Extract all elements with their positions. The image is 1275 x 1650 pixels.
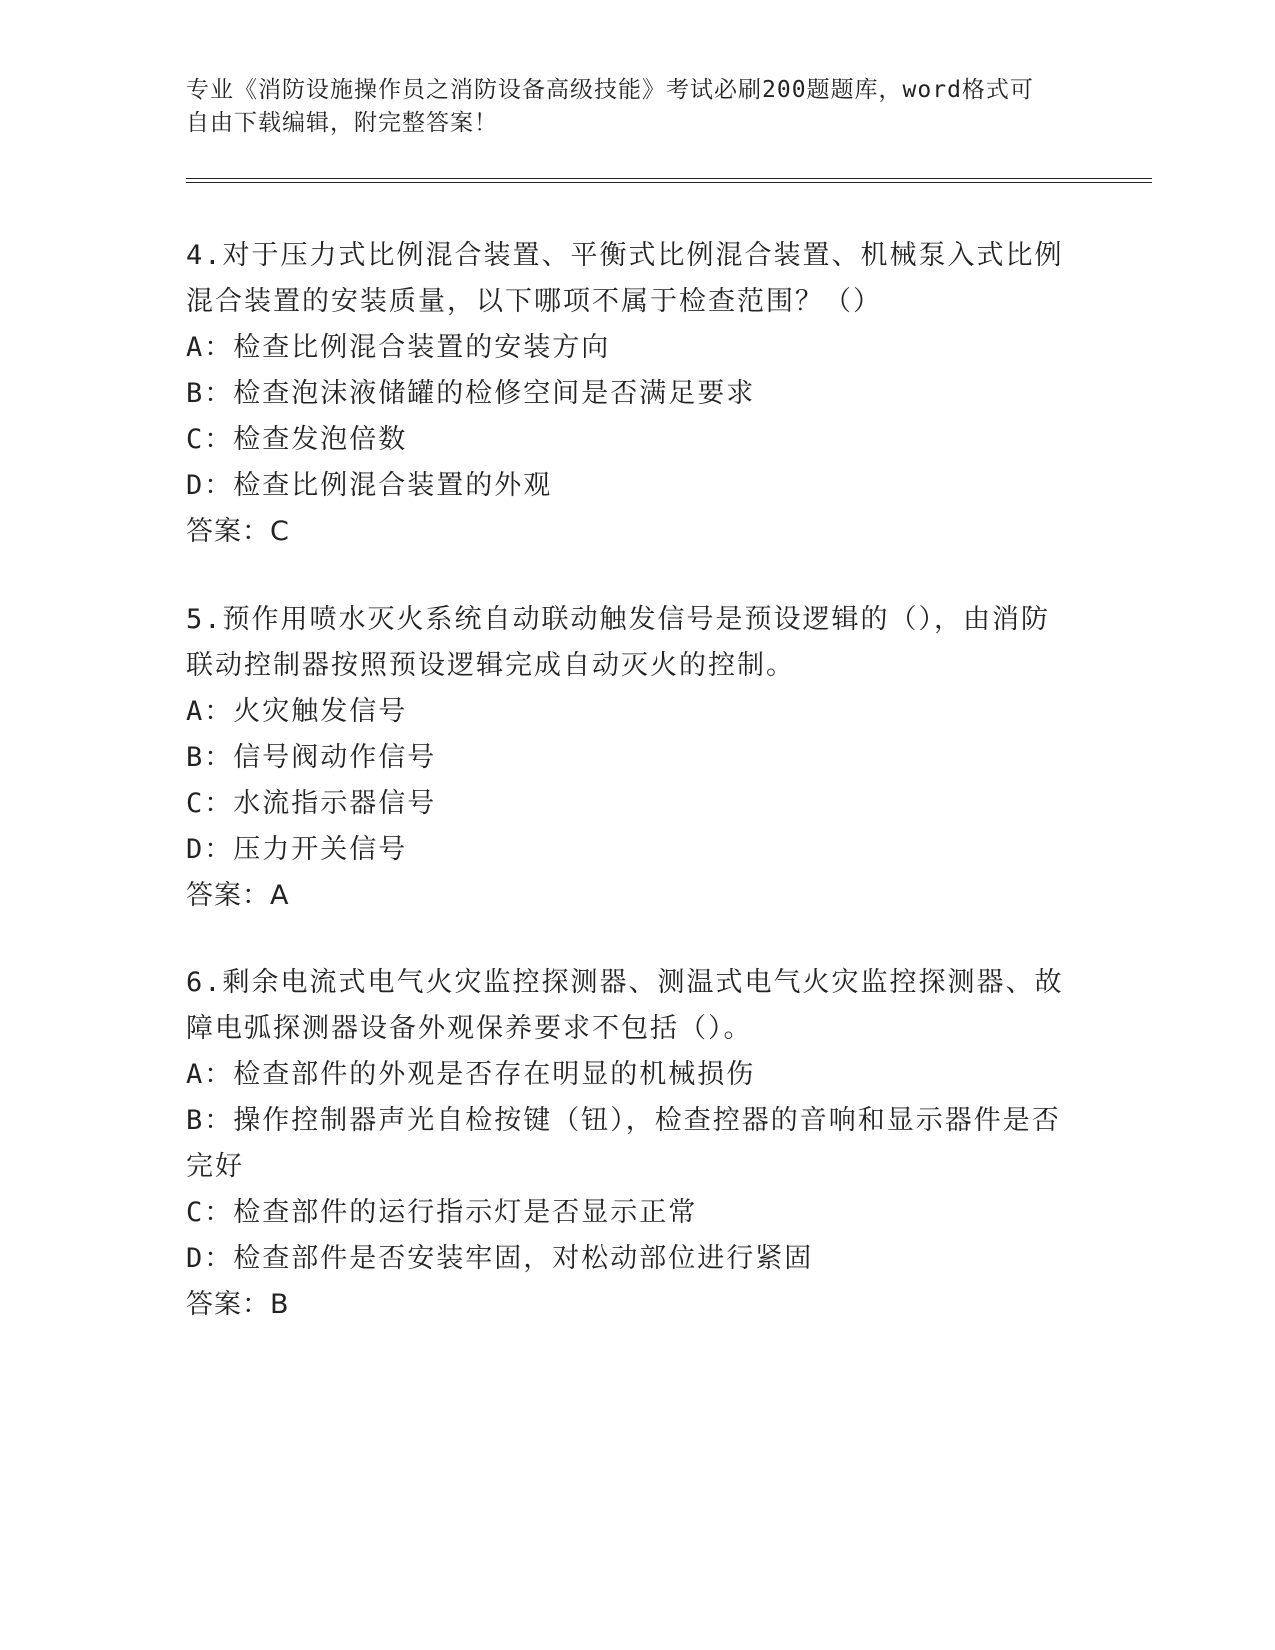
header-line-1: 专业《消防设施操作员之消防设备高级技能》考试必刷200题题库，word格式可	[186, 77, 1034, 103]
option-d: D：检查部件是否安装牢固，对松动部位进行紧固	[186, 1243, 814, 1274]
header-line-2: 自由下载编辑，附完整答案！	[186, 110, 498, 136]
option-a: A：火灾触发信号	[186, 696, 408, 727]
answer-line: 答案：A	[186, 880, 290, 911]
question-stem-line: 联动控制器按照预设逻辑完成自动灭火的控制。	[186, 650, 795, 681]
answer-line: 答案：C	[186, 516, 290, 547]
question-stem-line: 混合装置的安装质量，以下哪项不属于检查范围？（）	[186, 286, 882, 317]
option-c: C：检查部件的运行指示灯是否显示正常	[186, 1197, 698, 1228]
option-c: C：检查发泡倍数	[186, 424, 408, 455]
option-a: A：检查部件的外观是否存在明显的机械损伤	[186, 1059, 756, 1090]
option-b: B：信号阀动作信号	[186, 742, 437, 773]
question-4	[186, 233, 1086, 555]
option-b: B：检查泡沫液储罐的检修空间是否满足要求	[186, 378, 756, 409]
option-b: B：操作控制器声光自检按键（钮），检查控器的音响和显示器件是否	[186, 1105, 1061, 1136]
question-5	[186, 597, 1086, 919]
header-divider-top	[186, 178, 1152, 179]
document-header	[186, 74, 1066, 140]
answer-line: 答案：B	[186, 1289, 290, 1320]
option-a: A：检查比例混合装置的安装方向	[186, 332, 611, 363]
option-c: C：水流指示器信号	[186, 788, 437, 819]
question-stem-line: 6.剩余电流式电气火灾监控探测器、测温式电气火灾监控探测器、故	[186, 967, 1064, 998]
question-stem-line: 4.对于压力式比例混合装置、平衡式比例混合装置、机械泵入式比例	[186, 240, 1064, 271]
question-6	[186, 960, 1086, 1328]
header-divider-bottom	[186, 182, 1152, 183]
option-d: D：压力开关信号	[186, 834, 408, 865]
question-stem-line: 5.预作用喷水灭火系统自动联动触发信号是预设逻辑的（），由消防	[186, 604, 1051, 635]
option-b-continued: 完好	[186, 1151, 244, 1182]
question-stem-line: 障电弧探测器设备外观保养要求不包括（）。	[186, 1013, 753, 1044]
option-d: D：检查比例混合装置的外观	[186, 470, 553, 501]
